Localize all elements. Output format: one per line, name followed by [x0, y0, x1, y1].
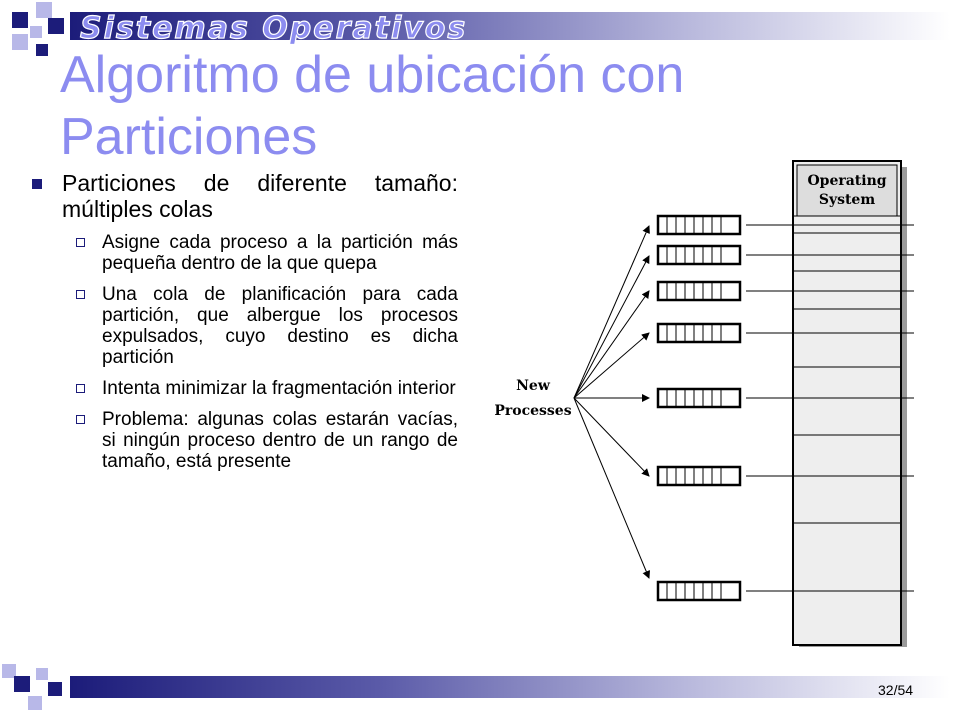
corner-square-dark — [36, 44, 48, 56]
main-bullet-text: Particiones de diferente tamaño: múltiples colas — [62, 170, 458, 222]
fan-out-arrows — [574, 226, 649, 578]
corner-square-light — [36, 2, 52, 18]
sub-bullet-text: Intenta minimizar la fragmentación interior — [102, 378, 456, 399]
corner-square-light — [12, 34, 28, 50]
page-title: Algoritmo de ubicación con Particiones — [60, 46, 685, 166]
page-number: 32/54 — [878, 682, 914, 698]
new-processes-label-line2: Processes — [494, 403, 572, 419]
os-label-line1: Operating — [807, 173, 887, 189]
sub-bullet-text: Una cola de planificación para cada partición, que albergue los procesos expulsados, cuyo destino es dicha partición — [102, 284, 458, 368]
footer-gradient-bar — [70, 676, 950, 698]
new-processes-label-line1: New — [516, 378, 550, 394]
sub-bullet-text: Problema: algunas colas estarán vacías, si ningún proceso dentro de un rango de tamaño, está presente — [102, 409, 458, 472]
sub-bullet — [30, 232, 458, 274]
sub-bullet — [30, 284, 458, 368]
main-bullet — [30, 170, 458, 222]
corner-square-dark — [14, 676, 30, 692]
memory-block — [793, 161, 901, 645]
square-bullet-icon — [32, 179, 42, 189]
corner-square-light — [28, 696, 42, 710]
corner-square-dark — [48, 18, 64, 34]
corner-square-light — [30, 26, 42, 38]
hollow-square-bullet-icon — [76, 238, 85, 247]
hollow-square-bullet-icon — [76, 415, 85, 424]
hollow-square-bullet-icon — [76, 290, 85, 299]
corner-square-dark — [12, 12, 28, 28]
sub-bullet-text: Asigne cada proceso a la partición más pequeña dentro de la que quepa — [102, 232, 458, 274]
corner-square-dark — [48, 682, 62, 696]
hollow-square-bullet-icon — [76, 384, 85, 393]
brand-text: Sistemas Operativos — [80, 11, 468, 46]
sub-bullet — [30, 378, 458, 399]
os-label-line2: System — [818, 192, 876, 208]
slide-content — [30, 170, 458, 472]
corner-square-light — [36, 668, 48, 680]
brand-logo — [78, 8, 498, 48]
sub-bullet — [30, 409, 458, 472]
partition-queues-diagram — [484, 156, 914, 660]
